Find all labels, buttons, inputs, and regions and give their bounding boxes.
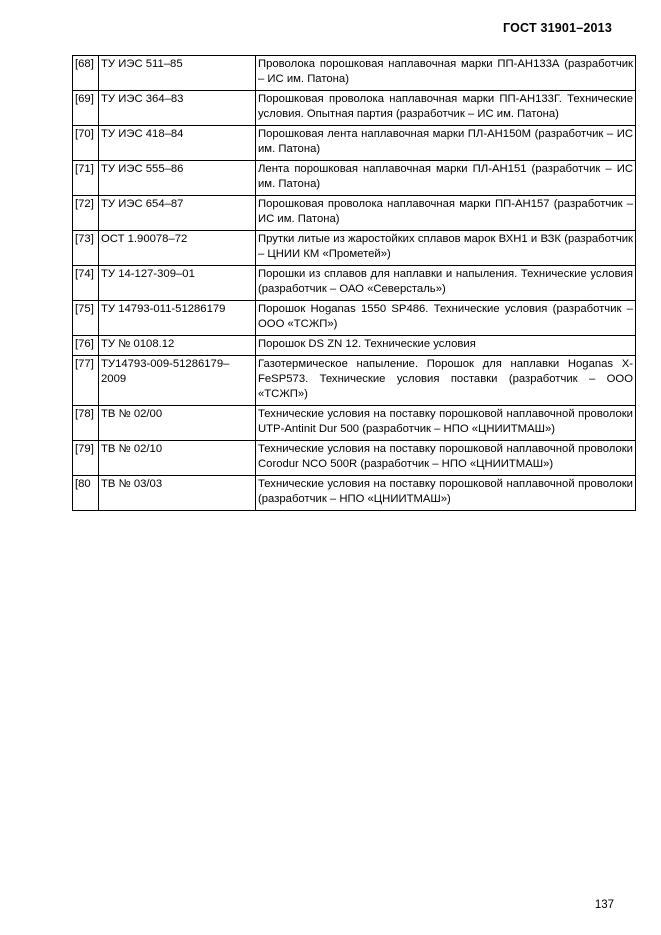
reference-code: ТУ14793-009-51286179–2009 (99, 356, 256, 406)
table-row (73, 91, 636, 126)
reference-number: [79] (73, 441, 99, 476)
table-row (73, 266, 636, 301)
document-header-standard: ГОСТ 31901–2013 (503, 21, 612, 35)
reference-code: ТВ № 02/10 (99, 441, 256, 476)
table-row (73, 441, 636, 476)
table-row (73, 196, 636, 231)
reference-description: Проволока порошковая наплавочная марки ПП-АН133А (разработчик – ИС им. Патона) (256, 56, 636, 91)
reference-number: [73] (73, 231, 99, 266)
reference-code: ТУ ИЭС 364–83 (99, 91, 256, 126)
reference-code: ТУ ИЭС 511–85 (99, 56, 256, 91)
table-row (73, 301, 636, 336)
table-row (73, 126, 636, 161)
reference-number: [74] (73, 266, 99, 301)
references-table-body (73, 56, 636, 511)
reference-description: Лента порошковая наплавочная марки ПЛ-АН151 (разработчик – ИС им. Патона) (256, 161, 636, 196)
reference-code: ОСТ 1.90078–72 (99, 231, 256, 266)
reference-number: [69] (73, 91, 99, 126)
reference-description: Технические условия на поставку порошковой наплавочной проволоки UTP-Antinit Dur 500 (разработчик – НПО «ЦНИИТМАШ») (256, 406, 636, 441)
reference-number: [80 (73, 476, 99, 511)
reference-code: ТУ ИЭС 418–84 (99, 126, 256, 161)
reference-code: ТВ № 02/00 (99, 406, 256, 441)
table-row (73, 336, 636, 356)
page-number: 137 (594, 899, 614, 911)
reference-code: ТУ 14793-011-51286179 (99, 301, 256, 336)
reference-description: Порошковая проволока наплавочная марки ПП-АН133Г. Технические условия. Опытная партия (разработчик – ИС им. Патона) (256, 91, 636, 126)
reference-number: [71] (73, 161, 99, 196)
reference-number: [75] (73, 301, 99, 336)
table-row (73, 476, 636, 511)
reference-number: [77] (73, 356, 99, 406)
reference-number: [78] (73, 406, 99, 441)
reference-description: Порошковая проволока наплавочная марки ПП-АН157 (разработчик – ИС им. Патона) (256, 196, 636, 231)
reference-number: [76] (73, 336, 99, 356)
reference-description: Прутки литые из жаростойких сплавов марок ВХН1 и ВЗК (разработчик – ЦНИИ КМ «Прометей») (256, 231, 636, 266)
reference-description: Порошки из сплавов для наплавки и напыления. Технические условия (разработчик – ОАО «Северсталь») (256, 266, 636, 301)
reference-code: ТУ ИЭС 654–87 (99, 196, 256, 231)
reference-code: ТУ 14-127-309–01 (99, 266, 256, 301)
reference-code: ТУ ИЭС 555–86 (99, 161, 256, 196)
reference-number: [72] (73, 196, 99, 231)
table-row (73, 356, 636, 406)
reference-description: Порошковая лента наплавочная марки ПЛ-АН150М (разработчик – ИС им. Патона) (256, 126, 636, 161)
reference-description: Технические условия на поставку порошковой наплавочной проволоки Corodur NCO 500R (разработчик – НПО «ЦНИИТМАШ») (256, 441, 636, 476)
reference-description: Технические условия на поставку порошковой наплавочной проволоки (разработчик – НПО «ЦНИИТМАШ») (256, 476, 636, 511)
reference-description: Порошок Hoganas 1550 SP486. Технические условия (разработчик – ООО «ТСЖП») (256, 301, 636, 336)
reference-description: Газотермическое напыление. Порошок для наплавки Hoganas X-FeSP573. Технические условия поставки (разработчик – ООО «ТСЖП») (256, 356, 636, 406)
reference-description: Порошок DS ZN 12. Технические условия (256, 336, 636, 356)
references-table (72, 55, 636, 511)
table-row (73, 56, 636, 91)
reference-code: ТУ № 0108.12 (99, 336, 256, 356)
reference-code: ТВ № 03/03 (99, 476, 256, 511)
reference-number: [68] (73, 56, 99, 91)
table-row (73, 161, 636, 196)
table-row (73, 406, 636, 441)
table-row (73, 231, 636, 266)
reference-number: [70] (73, 126, 99, 161)
